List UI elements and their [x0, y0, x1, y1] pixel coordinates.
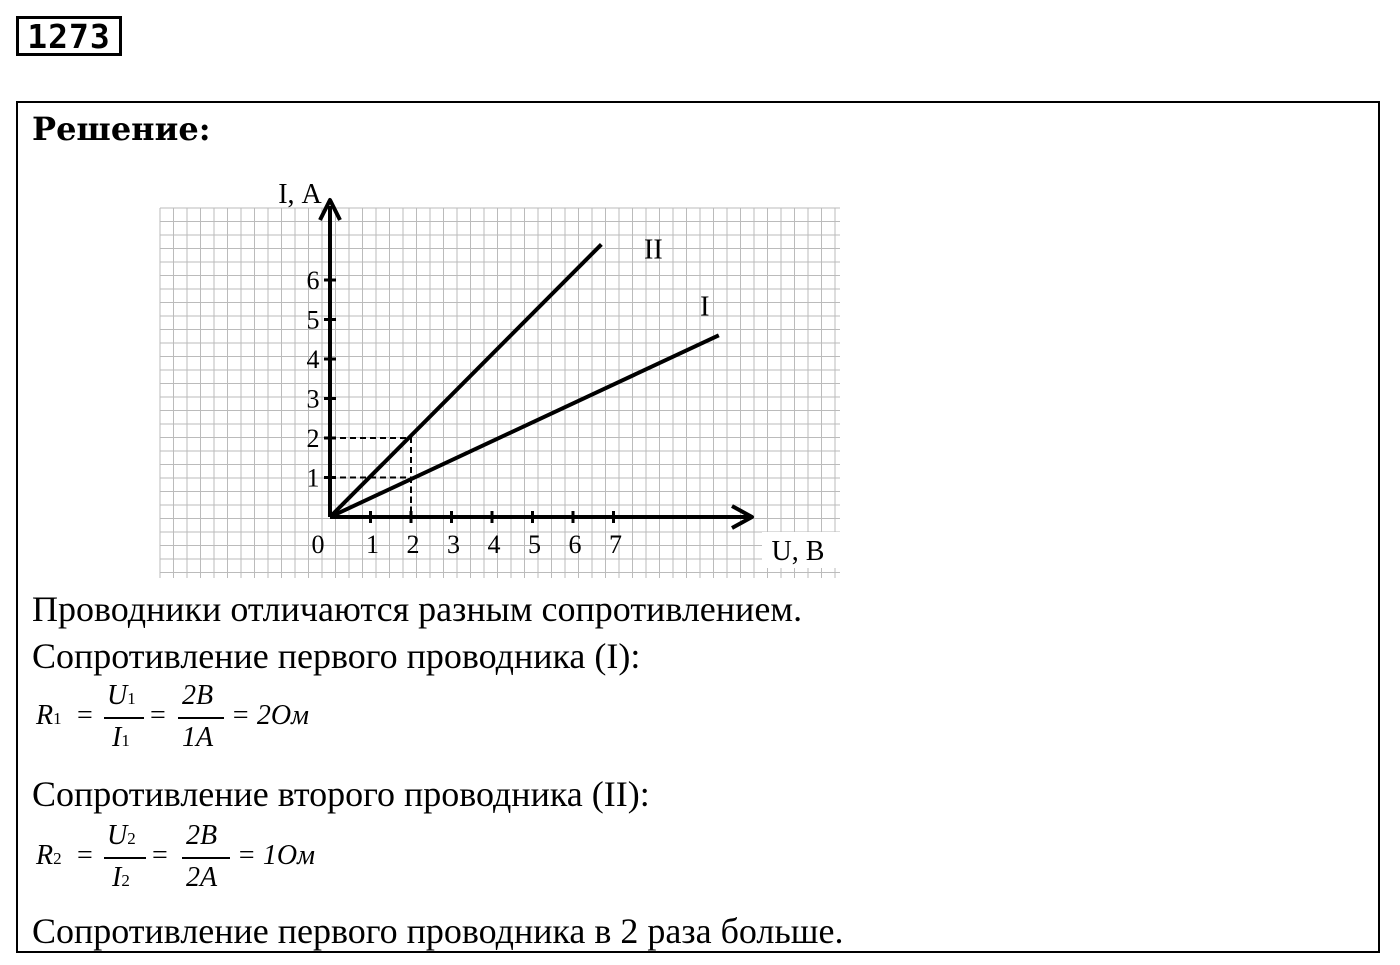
formula-r2-num1: U2: [107, 820, 136, 851]
text-line-2: Сопротивление первого проводника (I):: [32, 636, 641, 676]
formula-r1-num2: 2В: [182, 680, 214, 711]
formula-r1-result: = 2Ом: [231, 700, 309, 731]
formula-r2-lhs: R2: [36, 840, 62, 871]
x-tick-label: 7: [609, 530, 622, 559]
formula-r2-eq2: =: [152, 840, 168, 871]
text-line-3: Сопротивление второго проводника (II):: [32, 774, 650, 814]
series-line-ii: [330, 244, 601, 517]
x-tick-label: 2: [406, 530, 420, 559]
formula-r1-den2: 1А: [182, 722, 214, 753]
x-axis-label: U, В: [771, 536, 825, 567]
formula-r1-bar2: [178, 717, 224, 719]
y-tick-label: 1: [306, 463, 320, 493]
problem-number: 1273: [16, 16, 122, 56]
formula-r2-bar2: [182, 857, 230, 859]
x-tick-label: 1: [366, 530, 379, 559]
y-tick-label: 3: [306, 384, 320, 414]
formula-r2-bar1: [104, 857, 146, 859]
solution-heading: Решение:: [32, 110, 211, 148]
series-label-ii: II: [644, 234, 663, 266]
formula-r2-den2: 2А: [186, 862, 218, 893]
formula-r1-eq2: =: [150, 700, 166, 731]
text-line-4: Сопротивление первого проводника в 2 раза больше.: [32, 911, 844, 951]
y-tick-label: 6: [306, 266, 320, 295]
y-tick-label: 2: [306, 424, 320, 453]
formula-r1-lhs: R1: [36, 700, 62, 731]
y-axis-label: I, А: [278, 179, 322, 210]
formula-r1-eq1: =: [77, 700, 93, 731]
formula-r1-bar1: [104, 717, 144, 719]
formula-r2-result: = 1Ом: [237, 840, 315, 871]
y-tick-label: 4: [306, 345, 320, 374]
y-tick-label: 5: [306, 305, 320, 335]
formula-r2-num2: 2В: [186, 820, 218, 851]
text-line-1: Проводники отличаются разным сопротивлением.: [32, 589, 803, 629]
series-label-i: I: [700, 291, 710, 323]
formula-r2-den1: I2: [112, 862, 130, 893]
x-tick-label: 6: [568, 530, 582, 559]
x-tick-label: 4: [487, 530, 501, 559]
origin-label: 0: [311, 530, 325, 559]
x-tick-label: 5: [528, 530, 541, 559]
x-tick-label: 3: [447, 530, 460, 559]
formula-r2-eq1: =: [77, 840, 93, 871]
formula-r1-num1: U1: [107, 680, 136, 711]
formula-r1-den1: I1: [112, 722, 130, 753]
